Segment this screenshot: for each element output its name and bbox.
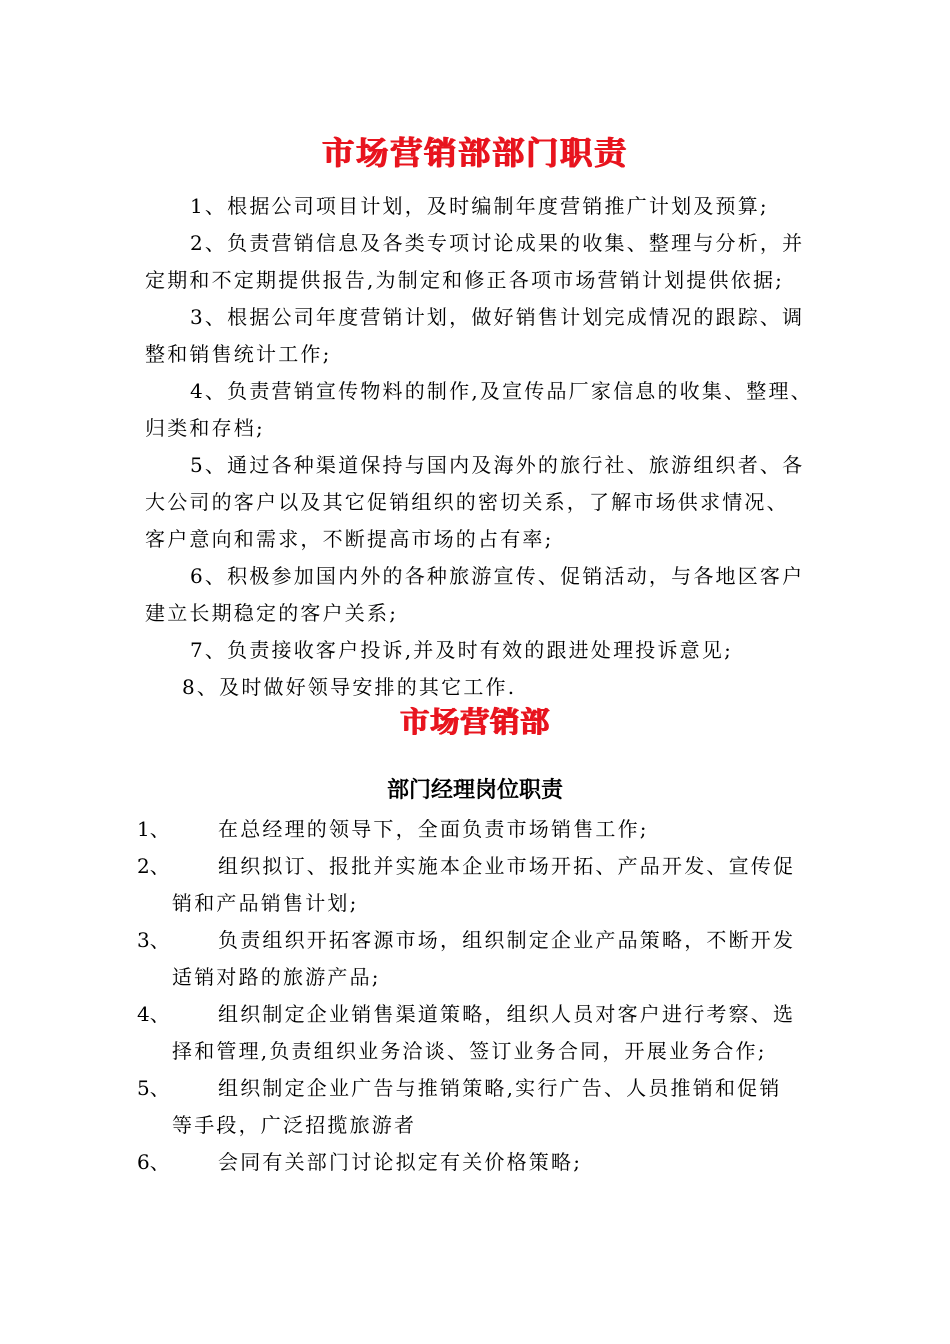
item-text: 适销对路的旅游产品; [172,965,381,989]
item-text: 组织制定企业销售渠道策略，组织人员对客户进行考察、选 [218,1002,796,1026]
item-text: 等手段，广泛招揽旅游者 [172,1113,417,1137]
item-number: 5、 [137,1076,170,1100]
subtitle: 部门经理岗位职责 [386,778,563,803]
duty-line: 归类和存档; [145,416,265,440]
section-title: 市场营销部 [399,705,550,739]
item-text: 在总经理的领导下，全面负责市场销售工作; [218,817,649,841]
item-text: 负责组织开拓客源市场，组织制定企业产品策略，不断开发 [218,928,796,952]
item-number: 2、 [137,854,170,878]
item-text: 销和产品销售计划; [172,891,359,915]
item-text: 组织制定企业广告与推销策略,实行广告、人员推销和促销 [218,1076,782,1100]
duty-line: 2、负责营销信息及各类专项讨论成果的收集、整理与分析，并 [190,231,805,255]
item-text: 会同有关部门讨论拟定有关价格策略; [218,1150,583,1174]
item-text: 组织拟订、报批并实施本企业市场开拓、产品开发、宣传促 [218,854,796,878]
item-text: 择和管理,负责组织业务洽谈、签订业务合同，开展业务合作; [172,1039,767,1063]
duty-line: 大公司的客户以及其它促销组织的密切关系，了解市场供求情况、 [145,490,789,514]
duty-line: 建立长期稳定的客户关系; [145,601,399,625]
duty-line: 1、根据公司项目计划，及时编制年度营销推广计划及预算; [190,194,769,218]
duty-line: 7、负责接收客户投诉,并及时有效的跟进处理投诉意见; [190,638,734,662]
item-number: 6、 [137,1150,170,1174]
duty-line: 8、及时做好领导安排的其它工作. [182,675,517,699]
duty-line: 整和销售统计工作; [145,342,332,366]
item-number: 3、 [137,928,170,952]
duty-line: 4、负责营销宣传物料的制作,及宣传品厂家信息的收集、整理、 [190,379,813,403]
duty-line: 3、根据公司年度营销计划，做好销售计划完成情况的跟踪、调 [190,305,805,329]
duty-line: 6、积极参加国内外的各种旅游宣传、促销活动，与各地区客户 [190,564,805,588]
item-number: 4、 [137,1002,170,1026]
duty-line: 客户意向和需求，不断提高市场的占有率; [145,527,554,551]
duty-line: 定期和不定期提供报告,为制定和修正各项市场营销计划提供依据; [145,268,785,292]
page-title: 市场营销部部门职责 [321,134,628,172]
item-number: 1、 [137,817,170,841]
duty-line: 5、通过各种渠道保持与国内及海外的旅行社、旅游组织者、各 [190,453,805,477]
